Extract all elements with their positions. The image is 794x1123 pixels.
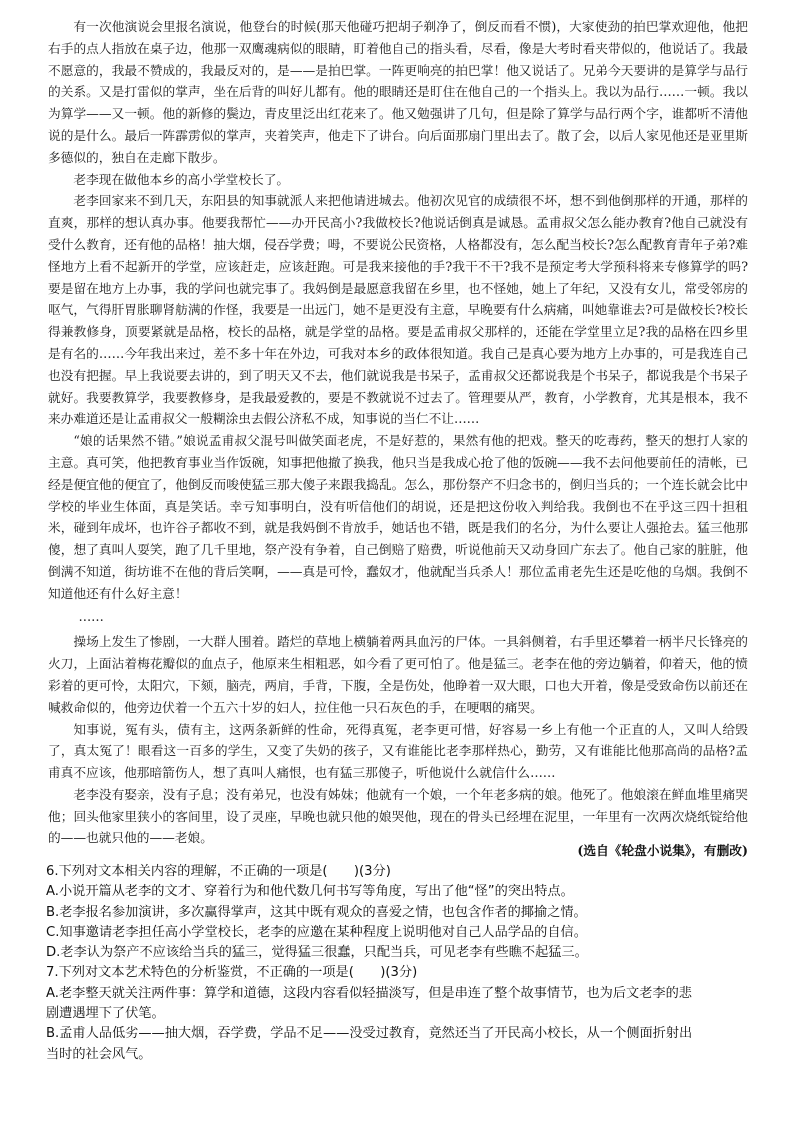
- question-6-stem: 6.下列对文本相关内容的理解，不正确的一项是( )(3分): [46, 864, 391, 879]
- question-6-option-d: D.老李认为祭产不应该给当兵的猛三，觉得猛三很蠢，只配当兵，可见老李有些瞧不起猛三。: [46, 945, 588, 961]
- story-paragraph-3: 老李回家来不到几天，东阳县的知事就派人来把他请进城去。他初次见官的成绩很不坏，想不到他倒那样的开通，那样的直爽，那样的想认真办事。他要我帮忙——办开民高小?我做校长?他说话倒真是诚恳。孟甫叔父怎么能办教育?他自己就没有受什么教育，还有他的品格！抽大烟，侵吞学费；呣，不要说公民资格，人格都没有，怎么配当校长?怎么配教育青年子弟?难怪地方上看不起新开的学堂，应该赶走，应该赶跑。可是我来接他的手?我干不干?我不是预定考大学预科将来专修算学的吗?要是留在地方上办事，我的学问也就完事了。我妈倒是最愿意我留在乡里，也不怪她，她上了年纪，又没有女儿，常受邻房的呕气，气得肝胃胀聊肾舫满的作怪，我要是一出远门，她不是更没有主意，早晚要有什么病痛，叫她靠谁去?可是做校长?校长得兼教修身，顶要紧就是品格，校长的品格，就是学堂的品格。要是孟甫叔父那样的，还能在学堂里立足?我的品格在四乡里是有名的……今年我出来过，差不多十年在外边，可我对本乡的政体很知道。我自己是真心要为地方上办事的，可是我连自己也没有把握。早上我说要去讲的，到了明天又不去，他们就说我是书呆子，孟甫叔父还都说我是个书呆子，都说我是个书呆子就好。我要教算学，我要教修身，是我最爱教的，要是不教就说不过去了。管理要从严，教育，小学教育，尤其是根本，我不来办难道还是让孟甫叔父一般糊涂虫去假公济私不成，知事说的当仁不让……: [48, 193, 748, 427]
- question-6-option-c: C.知事邀请老李担任高小学堂校长，老李的应邀在某种程度上说明他对自己人品学品的自信。: [46, 924, 587, 940]
- question-6-option-a: A.小说开篇从老李的文才、穿着行为和他代数几何书写等角度，写出了他“怪”的突出特点。: [46, 884, 574, 900]
- question-7-option-b-line1: B.孟甫人品低劣——抽大烟，吞学费，学品不足——没受过教育，竟然还当了开民高小校长，从一个侧面折射出: [46, 1026, 693, 1042]
- story-paragraph-4: “娘的话果然不错。”娘说孟甫叔父混号叫做笑面老虎，不是好惹的，果然有他的把戏。整天的吃毒药，整天的想打人家的主意。真可笑，他把教育事业当作饭碗，知事把他撤了换我，他只当是我成心抢了他的饭碗——我不去问他要前任的清帐，已经是便宜他的便宜了，他倒反而唆使猛三那大傻子来跟我捣乱。怎么，那份祭产不归念书的，倒归当兵的；一个连长就会比中学校的毕业生体面，真是笑话。幸亏知事明白，没有听信他们的胡说，还是把这份收入判给我。我倒也不在乎这三四十担租米，碰到年成坏，也许谷子都收不到，就是我妈倒不肯放手，她话也不错，既是我们的名分，为什么要让人强抢去。猛三他那傻，想了真叫人耍笑，跑了几千里地，祭产没有争着，自己倒赔了赔费，听说他前天又动身回广东去了。他自己家的脏脏，他倒满不知道，街坊谁不在他的背后笑啊，——真是可怜，蠢奴才，他就配当兵杀人！那位孟甫老先生还是吃他的乌烟。我倒不知道他还有什么好主意！: [48, 433, 748, 601]
- story-ellipsis: ……: [78, 608, 104, 624]
- question-7-option-a-line1: A.老李整天就关注两件事：算学和道德，这段内容看似轻描淡写，但是串连了整个故事情节，也为后文老李的悲: [46, 985, 692, 1001]
- source-citation: (选自《轮盘小说集》，有删改): [577, 843, 748, 858]
- story-paragraph-2: 老李现在做他本乡的高小学堂校长了。: [73, 171, 290, 187]
- question-7-option-b-line2: 当时的社会风气。: [46, 1046, 152, 1062]
- story-text: [48, 16, 748, 849]
- question-7-option-a-line2: 剧遭遇埋下了伏笔。: [46, 1006, 165, 1022]
- question-6-option-b: B.老李报名参加演讲，多次赢得掌声，这其中既有观众的喜爱之情，也包含作者的揶揄之情。: [46, 904, 587, 920]
- questions-section: [46, 862, 750, 1065]
- story-paragraph-7: 老李没有娶亲，没有子息；没有弟兄，也没有姊妹；他就有一个娘，一个年老多病的娘。他死了。他娘滚在鲜血堆里痛哭他；回头他家里狭小的客间里，设了灵座，早晚也就只他的娘哭他，现在的骨头已经埋在泥里，一年里有一次两次烧纸锭给他的——也就只他的——老娘。: [48, 786, 748, 846]
- story-paragraph-6: 知事说，冤有头，债有主，这两条新鲜的性命，死得真冤，老李更可惜，好容易一乡上有他一个正直的人，又叫人给毁了，真太冤了！眼看这一百多的学生，又变了失奶的孩子，又有谁能比老李那样热心，勤劳，又有谁能比他那高尚的品格?孟甫真不应该，他那暗箭伤人，想了真叫人痛恨，也有猛三那傻子，听他说什么就信什么……: [48, 721, 748, 781]
- story-paragraph-5: 操场上发生了惨剧，一大群人围着。踏烂的草地上横躺着两具血污的尸体。一具斜侧着，右手里还攀着一柄半尺长锋亮的火刀，上面沾着梅花瓣似的血点子，他原来生相粗恶，如今看了更可怕了。他是猛三。老李在他的旁边躺着，仰着天，他的愤彩着的更可怜，太阳穴，下颏，脑壳，两肩，手背，下腹，全是伤处，他睁着一双大眼，口也大开着，像是受致命伤以前还在喊救命似的，他旁边伏着一个五六十岁的妇人，拉住他一只石灰色的手，在哽咽的痛哭。: [48, 634, 748, 715]
- question-7-stem: 7.下列对文本艺术特色的分析鉴赏，不正确的一项是( )(3分): [46, 965, 418, 981]
- story-paragraph-1: 有一次他演说会里报名演说，他登台的时候(那天他碰巧把胡子剃净了，倒反而看不惯)，大家使劲的拍巴掌欢迎他，他把右手的点人指放在桌子边，他那一双鹰魂病似的眼睛，盯着他自己的指头看，尽看，像是大考时看夹带似的，他说话了。我最不愿意的，我最不赞成的，我最反对的，是——是拍巴掌。一阵更响亮的拍巴掌！他又说话了。兄弟今天要讲的是算学与品行的关系。又是打雷似的掌声，坐在后背的叫好儿都有。他的眼睛还是盯住在他自己的一个指头上。我以为品行……一顿。我以为算学——又一顿。他的新修的鬓边，青皮里泛出红花来了。他又勉强讲了几句，但是除了算学与品行两个字，谁都听不清他说的是什么。最后一阵霹雳似的掌声，夹着笑声，他走下了讲台。向后面那扇门里出去了。散了会，以后人家见他还是亚里斯多德似的，独自在走廊下散步。: [48, 19, 748, 165]
